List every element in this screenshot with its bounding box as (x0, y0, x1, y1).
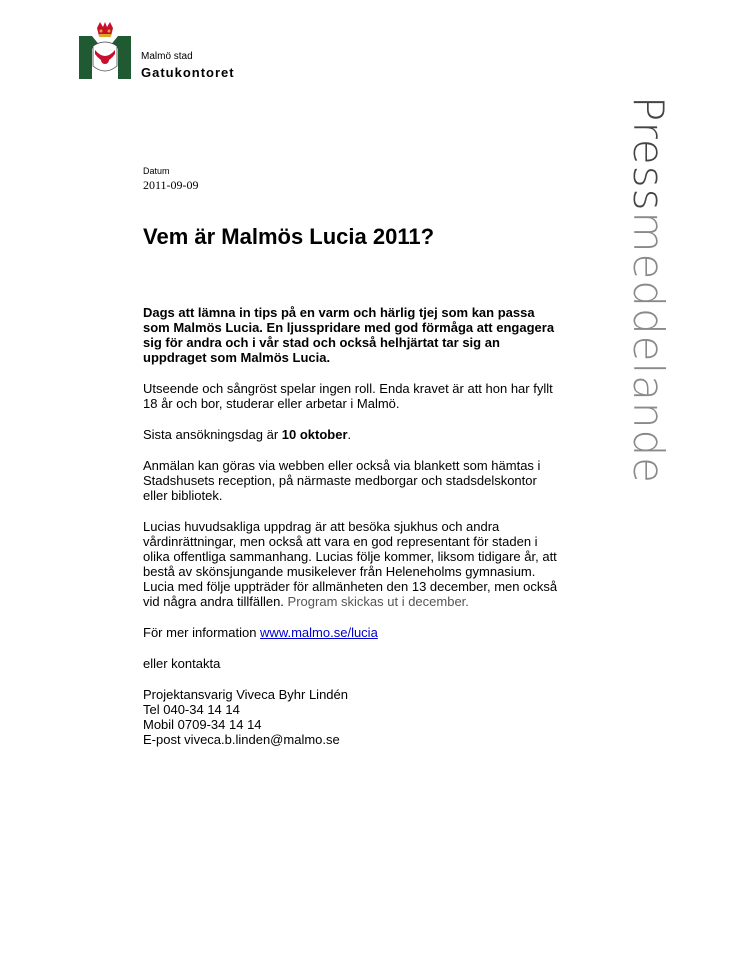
paragraph-more-info (143, 625, 563, 640)
side-word-dark: Press (624, 96, 673, 212)
coat-of-arms-icon (79, 22, 131, 79)
org-department: Gatukontoret (141, 65, 235, 80)
contact-role: Projektansvarig Viveca Byhr Lindén (143, 687, 348, 702)
mission-text: Lucias huvudsakliga uppdrag är att besöka sjukhus och andra vårdinrättningar, men också att vara en god representant för staden i olika offentliga sammanhang. Lucias följe kommer, liksom tidigare år, att bestå av skönsjungande musikelever från Heleneholms gymnasium. Lucia med följe uppträder för allmänheten den 13 december, men också vid några andra tillfällen. (143, 519, 558, 609)
malmo-stad-logo (79, 22, 131, 79)
contact-tel: Tel 040-34 14 14 (143, 702, 240, 717)
date-label: Datum (143, 166, 170, 176)
date-value: 2011-09-09 (143, 178, 199, 192)
page-title: Vem är Malmös Lucia 2011? (143, 224, 435, 249)
contact-email: E-post viveca.b.linden@malmo.se (143, 732, 340, 747)
org-city: Malmö stad (141, 51, 193, 62)
lucia-link[interactable]: www.malmo.se/lucia (260, 625, 378, 640)
or-contact-text: eller kontakta (143, 656, 221, 671)
side-word-light: meddelande (624, 211, 673, 484)
contact-block (143, 687, 563, 747)
paragraph-deadline (143, 427, 563, 442)
deadline-suffix: . (347, 427, 352, 442)
paragraph-application: Anmälan kan göras via webben eller också via blankett som hämtas i Stadshusets reception, på närmaste medborgar och stadsdelskontor eller bibliotek. (143, 458, 541, 503)
press-release-body (143, 305, 563, 747)
info-prefix: För mer information (143, 625, 261, 640)
program-note: Program skickas ut i december. (287, 594, 469, 609)
organization-name (141, 52, 235, 79)
deadline-prefix: Sista ansökningsdag är (143, 427, 282, 442)
lead-paragraph: Dags att lämna in tips på en varm och härlig tjej som kan passa som Malmös Lucia. En ljusspridare med god förmåga att engagera sig för andra och i vår stad och också helhjärtat tar sig an uppdraget som Malmös Lucia. (143, 305, 555, 365)
deadline-date: 10 oktober (281, 427, 348, 442)
press-release-vertical-heading (624, 96, 673, 484)
paragraph-requirements: Utseende och sångröst spelar ingen roll. Enda kravet är att hon har fyllt 18 år och bor, studerar eller arbetar i Malmö. (143, 381, 553, 411)
paragraph-mission (143, 519, 563, 609)
contact-mobile: Mobil 0709-34 14 14 (143, 717, 262, 732)
